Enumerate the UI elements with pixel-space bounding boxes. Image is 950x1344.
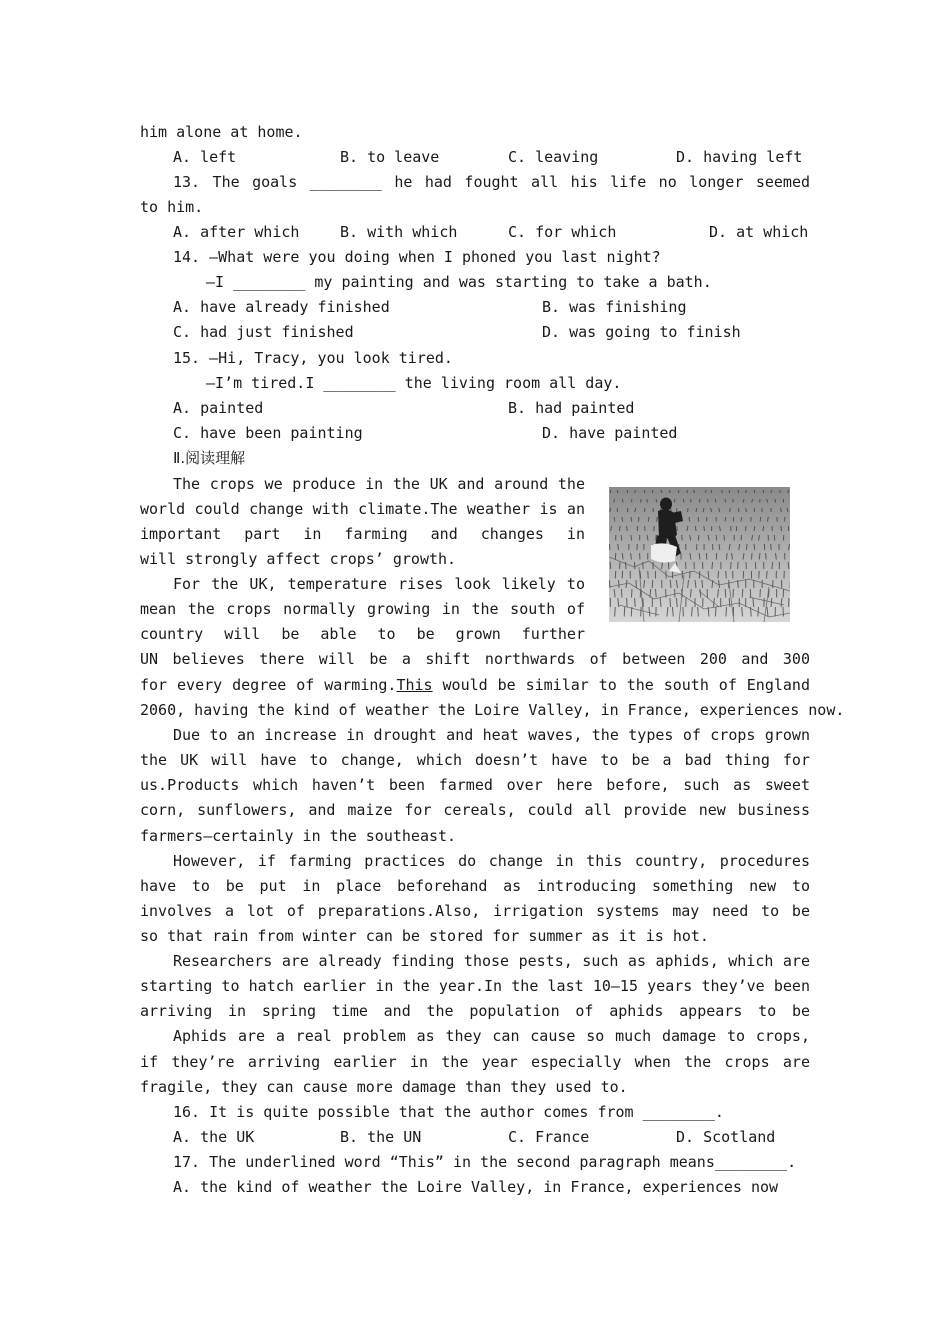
q14-stem-cont: —I ________ my painting and was starting to take a bath. <box>206 273 712 291</box>
q13-stem: 13. The goals ________ he had fought all his life no longer seemed <box>173 173 810 191</box>
option-d: D. Scotland <box>676 1128 776 1146</box>
option-d: D. was going to finish <box>542 323 741 341</box>
option-c: C. leaving <box>508 148 599 166</box>
option-a: A. the kind of weather the Loire Valley, in France, experiences now <box>173 1178 779 1196</box>
passage-line: 2060, having the kind of weather the Loire Valley, in France, experiences now. <box>140 701 845 719</box>
passage-line: The crops we produce in the UK and around the <box>173 475 585 493</box>
option-d: D. at which <box>709 223 809 241</box>
passage-line: important part in farming and changes in <box>140 525 585 543</box>
passage-line: if they’re arriving earlier in the year especially when the crops are <box>140 1053 810 1071</box>
option-b: B. had painted <box>508 399 635 417</box>
option-a: A. left <box>173 148 237 166</box>
text-segment: would be similar to the south of England <box>442 676 810 694</box>
passage-line: the UK will have to change, which doesn’t have to be a bad thing for <box>140 751 810 769</box>
passage-line: Due to an increase in drought and heat waves, the types of crops grown <box>173 726 810 744</box>
q16-stem: 16. It is quite possible that the author comes from ________. <box>173 1103 724 1121</box>
passage-line: starting to hatch earlier in the year.In the last 10—15 years they’ve been <box>140 977 810 995</box>
passage-line <box>140 673 810 698</box>
passage-line: However, if farming practices do change in this country, procedures <box>173 852 810 870</box>
option-c: C. had just finished <box>173 323 354 341</box>
option-a: A. painted <box>173 399 264 417</box>
passage-line: fragile, they can cause more damage than they used to. <box>140 1078 628 1096</box>
q15-stem-cont: —I’m tired.I ________ the living room all day. <box>206 374 622 392</box>
passage-line: Researchers are already finding those pests, such as aphids, which are <box>173 952 810 970</box>
passage-line: have to be put in place beforehand as introducing something new to <box>140 877 810 895</box>
passage-line: arriving in spring time and the population of aphids appears to be <box>140 1002 810 1020</box>
text-line: him alone at home. <box>140 123 303 141</box>
section-title: Ⅱ.阅读理解 <box>173 449 246 467</box>
drought-field-photo <box>609 487 790 622</box>
option-d: D. having left <box>676 148 803 166</box>
option-c: C. for which <box>508 223 617 241</box>
option-d: D. have painted <box>542 424 678 442</box>
passage-line: farmers—certainly in the southeast. <box>140 827 457 845</box>
passage-line: so that rain from winter can be stored for summer as it is hot. <box>140 927 709 945</box>
passage-line: mean the crops normally growing in the south of <box>140 600 585 618</box>
option-b: B. the UN <box>340 1128 422 1146</box>
passage-line: us.Products which haven’t been farmed over here before, such as sweet <box>140 776 810 794</box>
option-b: B. with which <box>340 223 458 241</box>
passage-line: country will be able to be grown further <box>140 625 585 643</box>
option-a: A. after which <box>173 223 300 241</box>
passage-line: UN believes there will be a shift northwards of between 200 and 300 <box>140 650 810 668</box>
passage-line: involves a lot of preparations.Also, irrigation systems may need to be <box>140 902 810 920</box>
option-c: C. France <box>508 1128 590 1146</box>
passage-line: will strongly affect crops’ growth. <box>140 550 457 568</box>
option-b: B. to leave <box>340 148 440 166</box>
passage-line: corn, sunflowers, and maize for cereals, could all provide new business <box>140 801 810 819</box>
option-a: A. the UK <box>173 1128 255 1146</box>
passage-line: Aphids are a real problem as they can cause so much damage to crops, <box>173 1027 810 1045</box>
q14-stem: 14. —What were you doing when I phoned you last night? <box>173 248 661 266</box>
passage-line: For the UK, temperature rises look likely to <box>173 575 585 593</box>
q17-stem: 17. The underlined word “This” in the second paragraph means________. <box>173 1153 797 1171</box>
option-c: C. have been painting <box>173 424 363 442</box>
option-b: B. was finishing <box>542 298 687 316</box>
q13-stem-cont: to him. <box>140 198 204 216</box>
text-segment: for every degree of warming. <box>140 676 397 694</box>
underlined-word: This <box>396 676 433 694</box>
q15-stem: 15. —Hi, Tracy, you look tired. <box>173 349 453 367</box>
passage-line: world could change with climate.The weather is an <box>140 500 585 518</box>
option-a: A. have already finished <box>173 298 390 316</box>
